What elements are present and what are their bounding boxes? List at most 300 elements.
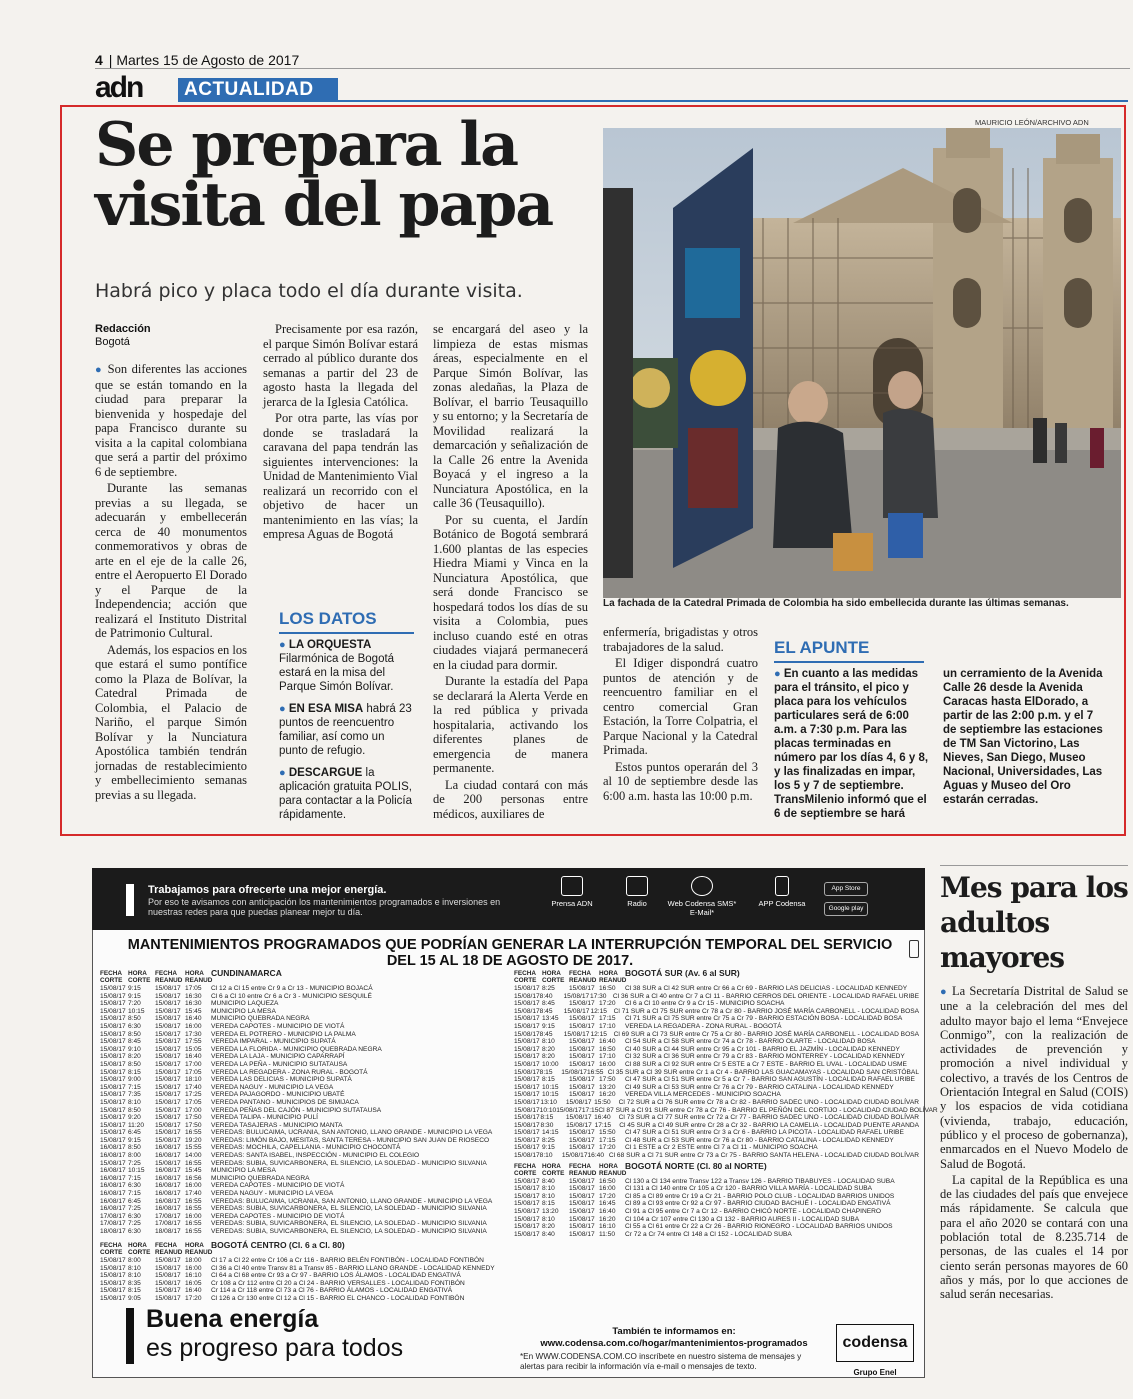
table-cell: MUNICIPIO LA MESA	[211, 1167, 276, 1175]
table-cell: 8:10	[542, 1192, 555, 1200]
table-cell: 15/08/17	[100, 1068, 126, 1076]
table-row	[100, 1099, 505, 1107]
table-cell: 16:40	[587, 1152, 605, 1160]
table-cell: 16/08/17	[100, 1152, 126, 1160]
table-cell: 15/08/17	[100, 1083, 126, 1091]
table-row	[100, 1000, 505, 1008]
table-cell: 7:25	[128, 1205, 141, 1213]
table-cell: 8:10	[128, 1098, 141, 1106]
table-cell: 15/08/17	[569, 1053, 595, 1061]
table-row	[100, 1287, 505, 1295]
table-row	[100, 1122, 505, 1130]
table-row	[514, 1091, 919, 1099]
table-cell: 16/08/17	[155, 1174, 181, 1182]
bullet-icon: ●	[95, 364, 104, 376]
table-bogota-centro	[100, 1242, 505, 1312]
table-header: FECHA CORTE HORA CORTE FECHA REANUD HORA REANUD BOGOTÁ NORTE (Cl. 80 al NORTE)	[514, 1163, 919, 1177]
article-headline: Se prepara la visita del papa	[95, 110, 553, 240]
table-cell: 16:50	[599, 1045, 616, 1053]
table-cell: Cl 12 a Cl 15 entre Cr 9 a Cr 13 - MUNICIPIO BOJACÁ	[211, 985, 373, 992]
article-deck: Habrá pico y placa todo el día durante visita.	[95, 280, 523, 302]
table-cell: Cl 69 SUR a Cl 73 SUR entre Cr 75 a Cr 80 - BARRIO JOSÉ MARÍA CARBONELL - LOCALIDAD BOSA	[613, 1030, 920, 1038]
enel-label: Grupo Enel	[853, 1368, 897, 1377]
apunte-text: ● En cuanto a las medidas para el tránsito, el pico y placa para los vehículos particulares será de 6:00 a.m. a 7:30 p.m. Para las placas terminadas en número par los días 4, 6 y 8, y las finalizadas en impar, los 5 y 7 de septiembre. TransMilenio informó que el 6 de septiembre se hará	[774, 668, 929, 820]
table-cell: 12:15	[590, 1030, 607, 1038]
table-cell: VEREDAS: SUBIA, SUVICARBONERA, EL SILENCIO, LA SOLEDAD - MUNICIPIO SILVANIA	[211, 1159, 487, 1167]
table-cell: 16:40	[594, 1114, 611, 1122]
table-row	[100, 1008, 505, 1016]
table-cell: 17/08/17	[155, 1212, 181, 1220]
table-cell: 8:10	[542, 1215, 555, 1223]
table-cell: 13:45	[542, 1015, 559, 1023]
ad-title: MANTENIMIENTOS PROGRAMADOS QUE PODRÍAN GENERAR LA INTERRUPCIÓN TEMPORAL DEL SERVICIO DEL 15 AL 18 DE AGOSTO DE 2017.	[127, 937, 893, 969]
table-cell: 13:10	[540, 1098, 557, 1106]
table-cell: 8:45	[539, 1007, 553, 1015]
table-cell: VEREDA LAS DELICIAS - MUNICIPIO SUPATÁ	[211, 1076, 352, 1084]
table-row	[100, 1160, 505, 1168]
table-cell: 15/08/17	[561, 1068, 587, 1076]
table-row	[100, 1257, 505, 1265]
table-row	[514, 1106, 938, 1115]
table-cell: 8:10	[128, 1272, 141, 1280]
ad-band-subtitle: Por eso te avisamos con anticipación los mantenimientos programados e inversiones en nuestras redes para que puedas planear mejor tu día.	[148, 897, 501, 917]
table-cell: 15/08/17	[514, 1223, 540, 1231]
table-cell: 16:40	[185, 1053, 202, 1061]
table-cell: 16:55	[185, 1205, 202, 1213]
top-rule	[95, 68, 1130, 69]
table-cell: 15/08/17	[569, 1038, 595, 1046]
table-cell: 15/08/17	[514, 1185, 540, 1193]
table-cell: Cl 91 a Cl 95 entre Cr 7 a Cr 12 - BARRIO CHICÓ NORTE - LOCALIDAD CHAPINERO	[625, 1208, 882, 1216]
table-cell: 15/08/17	[155, 1114, 181, 1122]
table-cell: Cl 55 a Cl 61 entre Cr 22 a Cr 26 - BARRIO RIONEGRO - LOCALIDAD BARRIOS UNIDOS	[625, 1223, 893, 1231]
table-row	[100, 1167, 505, 1175]
table-cell: 15/08/17	[569, 1015, 595, 1023]
table-cell: 8:50	[128, 1144, 141, 1152]
table-cell: 16:55	[185, 1159, 202, 1167]
table-row	[514, 993, 919, 1001]
table-row	[514, 1216, 919, 1224]
table-cell: 15/08/17	[514, 1192, 540, 1200]
table-row	[514, 1099, 919, 1107]
table-cell: 17:40	[185, 1083, 202, 1091]
table-cell: 16:40	[599, 1208, 616, 1216]
table-cell: 15/08/17	[155, 1106, 181, 1114]
table-cell: VEREDAS: SUBIA, SUVICARBONERA, EL SILENCIO, LA SOLEDAD - MUNICIPIO SILVANIA	[211, 1220, 487, 1228]
table-cell: 15/08/17	[100, 1076, 126, 1084]
table-row	[100, 1129, 505, 1137]
table-cell: 14:00	[185, 1152, 202, 1160]
table-cell: Cl 45 SUR a Cl 49 SUR entre Cr 28 a Cr 32 - BARRIO LA CAMELIA - LOCALIDAD PUENTE ARANDA	[619, 1121, 919, 1129]
table-cell: 18/08/17	[100, 1228, 126, 1235]
table-cell: Cr 72 a Cr 74 entre Cl 148 a Cl 152 - LOCALIDAD SUBA	[625, 1230, 792, 1238]
table-cell: 9:00	[128, 1076, 141, 1084]
table-cell: 8:10	[539, 1152, 553, 1160]
table-cell: 9:05	[128, 1294, 141, 1302]
table-cell: 16:55	[586, 1068, 604, 1076]
table-cell: 15/08/17	[514, 1015, 540, 1023]
table-cell: 7:15	[128, 1174, 141, 1182]
table-cell: 15/08/17	[155, 1136, 181, 1144]
byline-name: Redacción	[95, 323, 151, 335]
table-row	[514, 1053, 919, 1061]
table-cell: 15/08/17	[569, 1185, 595, 1193]
table-row	[514, 1084, 919, 1092]
sidebar-headline: Mes para los adultos mayores	[940, 871, 1128, 974]
bullet-icon: ●	[279, 639, 286, 651]
paragraph: Por otra parte, las vías por donde se trasladará la caravana del papa tendrán las siguientes intervenciones: la Unidad de Mantenimiento Vial realizará un recorrido con el objetivo de hacer un mantenimiento en las vías; la empresa Aguas de Bogotá	[263, 411, 418, 541]
apunte-rule	[774, 661, 924, 663]
table-cell: 17:00	[185, 1060, 202, 1068]
table-cell: 15/08/17	[569, 1200, 595, 1208]
table-cell: 8:40	[539, 992, 553, 1000]
table-cell: 15/08/17	[100, 1091, 126, 1099]
app-store-badge[interactable]: App Store	[824, 882, 868, 896]
table-cell: 7:15	[128, 1190, 141, 1198]
table-cell: 16/08/17	[155, 1152, 181, 1160]
table-cell: 16:00	[185, 1264, 202, 1272]
table-cell: 8:30	[540, 1121, 554, 1129]
paragraph: ● Son diferentes las acciones que se están tomando en la ciudad para preparar la bienvenida y hospedaje del papa Francisco durante su visita a la capital colombiana que será a partir del próximo 6 de septiembre.	[95, 362, 247, 479]
table-body	[514, 1178, 919, 1239]
table-row	[514, 1023, 919, 1031]
table-row	[514, 1231, 919, 1239]
table-cell: 15/08/17	[155, 1053, 181, 1061]
datos-item: ● LA ORQUESTA Filarmónica de Bogotá estará en la misa del Parque Simón Bolívar.	[279, 639, 395, 693]
bullet-icon: ●	[279, 767, 286, 779]
table-cell: 8:00	[128, 1152, 141, 1160]
table-cell: 8:15	[128, 1068, 141, 1076]
table-cell: 15/08/17	[569, 1208, 595, 1216]
paragraph: enfermería, brigadistas y otros trabajadores de la salud.	[603, 625, 758, 654]
section-rule	[338, 100, 1128, 102]
table-cell: 8:50	[128, 1015, 141, 1023]
table-cell: 17:20	[599, 1000, 616, 1008]
table-cell: 15/08/17	[100, 1030, 126, 1038]
table-cell: 9:15	[128, 992, 141, 1000]
phone-icon	[775, 876, 789, 896]
table-cell: 8:45	[128, 1038, 141, 1046]
table-row	[514, 1152, 919, 1160]
table-bogota-sur-norte	[514, 968, 938, 1305]
tagline-bar	[126, 1308, 134, 1364]
table-cell: Cl 71 SUR a Cl 75 SUR entre Cr 78 a Cr 80 - BARRIO JOSÉ MARÍA CARBONELL - LOCALIDAD BOSA	[613, 1007, 920, 1015]
table-row	[100, 1205, 505, 1213]
table-cell: 15/08/17	[155, 1007, 181, 1015]
table-cell: 15/08/17	[569, 1083, 595, 1091]
table-cell: 10:00	[542, 1060, 559, 1068]
table-cell: 15/08/17	[100, 1000, 126, 1008]
table-cell: 16:00	[599, 1060, 616, 1068]
table-cell: 16/08/17	[155, 1205, 181, 1213]
table-cell: VEREDA NAGUY - MUNICIPIO LA VEGA	[211, 1083, 334, 1091]
table-row	[514, 1038, 919, 1046]
table-row	[514, 985, 919, 993]
table-cell: VEREDA IMPARAL - MUNICIPIO SUPATÁ	[211, 1038, 336, 1046]
table-cell: 7:20	[128, 1000, 141, 1008]
table-cell: Cl 40 SUR a Cl 44 SUR entre Cr 95 a Cr 101 - BARRIO EL JAZMÍN - LOCALIDAD KENNEDY	[625, 1045, 900, 1053]
table-cell: 15/08/17	[561, 1152, 588, 1160]
table-cell: 15/08/17	[569, 1045, 595, 1053]
table-cell: 15/08/17	[514, 1007, 540, 1015]
table-cell: 16/08/17	[100, 1174, 126, 1182]
google-play-badge[interactable]: Google play	[824, 902, 868, 916]
table-cell: 15/08/17	[569, 1060, 595, 1068]
table-cell: Cl 64 a Cl 68 entre Cr 93 a Cr 97 - BARRIO LOS ÁLAMOS - LOCALIDAD ENGATIVÁ	[211, 1272, 461, 1280]
table-cell: 15:50	[594, 1098, 611, 1106]
table-cell: Cl 35 SUR a Cl 39 SUR entre Cr 1 a Cr 4 - BARRIO LAS GUACAMAYAS - LOCALIDAD SAN CRISTÓBAL	[607, 1068, 919, 1076]
table-cell: 15/08/17	[514, 1083, 540, 1091]
table-cell: 16:55	[185, 1220, 202, 1228]
table-cell: 9:20	[128, 1114, 141, 1122]
table-cell: VEREDAS: MOCHILA, CAPELLANIA - MUNICIPIO CHOCONTÁ	[211, 1144, 401, 1152]
table-cell: Cl 87 SUR a Cl 91 SUR entre Cr 78 a Cr 76 - BARRIO EL PEÑÓN DEL CORTIJO - LOCALIDAD CIUDAD BOLÍVAR	[598, 1106, 938, 1114]
table-cell: 16/08/17	[155, 1197, 181, 1205]
table-cell: 15/08/17	[514, 985, 540, 992]
table-cell: 15/08/17	[155, 1022, 181, 1030]
table-cell: 15/08/17	[155, 1038, 181, 1046]
table-cell: Cl 54 SUR a Cl 58 SUR entre Cr 74 a Cr 78 - BARRIO OLARTE - LOCALIDAD BOSA	[625, 1038, 876, 1046]
table-cell: 15/08/17	[155, 992, 181, 1000]
table-cell: 17/08/17	[100, 1212, 126, 1220]
table-cell: 15/08/17	[565, 1098, 592, 1106]
table-cell: VEREDA EL POTRERO - MUNICIPIO LA PALMA	[211, 1030, 356, 1038]
table-cell: 13:20	[542, 1208, 559, 1216]
table-cell: 15/08/17	[569, 1000, 595, 1008]
table-cell: 17:20	[599, 1192, 616, 1200]
table-cell: 17:40	[185, 1190, 202, 1198]
ad-band-title: Trabajamos para ofrecerte una mejor energía.	[148, 884, 387, 896]
table-cell: 15/08/17	[514, 1098, 540, 1106]
table-cell: 17/08/17	[100, 1220, 126, 1228]
table-row	[514, 1137, 919, 1145]
table-cell: 15/08/17	[569, 1076, 595, 1084]
table-cell: Cl 36 SUR a Cl 40 entre Cr 7 a Cl 11 - BARRIO CERROS DEL ORIENTE - LOCALIDAD RAFAEL URIBE	[612, 992, 919, 1000]
region-title: BOGOTÁ NORTE (Cl. 80 al NORTE)	[625, 1160, 767, 1171]
table-cell: 17:15	[599, 1015, 616, 1023]
table-cell: Cl 47 SUR a Cl 51 SUR entre Cr 5 a Cr 7 - BARRIO SAN AGUSTÍN - LOCALIDAD RAFAEL URIBE	[625, 1076, 915, 1084]
ad-bar-icon	[126, 884, 134, 916]
table-cell: 16:40	[185, 1287, 202, 1295]
table-cell: MUNICIPIO QUEBRADA NEGRA	[211, 1015, 310, 1023]
table-cell: 15/08/17	[569, 1136, 595, 1144]
table-row	[100, 1213, 505, 1221]
table-cell: Cl 130 a Cl 134 entre Transv 122 a Transv 126 - BARRIO TIBABUYES - LOCALIDAD SUBA	[625, 1177, 895, 1185]
table-cell: VEREDAS: LIMÓN BAJO, MESITAS, SANTA TERESA - MUNICIPIO SAN JUAN DE RIOSECO	[211, 1136, 490, 1144]
table-cell: Cl 17 a Cl 22 entre Cr 106 a Cr 116 - BARRIO BELÉN FONTIBÓN - LOCALIDAD FONTIBÓN	[211, 1257, 484, 1264]
table-cell: 15:45	[185, 1167, 202, 1175]
sidebar-rule	[940, 865, 1128, 866]
folio: 4 | Martes 15 de Agosto de 2017	[95, 52, 300, 68]
table-row	[514, 1069, 919, 1077]
table-row	[100, 1144, 505, 1152]
table-cell: 17:30	[185, 1030, 202, 1038]
table-cell: 15:45	[185, 1007, 202, 1015]
table-cell: 15/08/17	[514, 1136, 540, 1144]
table-cell: Cr 108 a Cr 112 entre Cl 20 a Cl 24 - BARRIO VERSALLES - LOCALIDAD FONTIBÓN	[211, 1279, 465, 1287]
table-cell: MUNICIPIO LAQUEZA	[211, 1000, 279, 1008]
table-cell: VEREDA LA LAJA - MUNICIPIO CAPARRAPÍ	[211, 1053, 345, 1061]
table-cell: 16:05	[185, 1279, 202, 1287]
table-cell: 14:15	[542, 1129, 559, 1137]
table-cell: 15/08/17	[100, 1129, 126, 1137]
table-row	[100, 1053, 505, 1061]
table-cell: 6:30	[128, 1212, 141, 1220]
page-number: 4	[95, 52, 103, 68]
table-row	[100, 1228, 505, 1236]
table-cell: 16:00	[185, 1022, 202, 1030]
table-row	[514, 1185, 919, 1193]
table-cell: 18/08/17	[155, 1228, 181, 1235]
table-cell: 15/08/17	[514, 1053, 540, 1061]
table-cell: Cl 49 SUR a Cl 53 SUR entre Cr 76 a Cr 79 - BARRIO CATALINA - LOCALIDAD KENNEDY	[625, 1083, 894, 1091]
table-cell: 15/08/17	[569, 1022, 595, 1030]
table-cell: 17:25	[185, 1091, 202, 1099]
table-cell: 16/08/17	[155, 1167, 181, 1175]
table-cell: 8:45	[542, 1000, 555, 1008]
table-cell: 16/08/17	[100, 1197, 126, 1205]
apunte-text-continued: un cerramiento de la Avenida Calle 26 desde la Avenida Caracas hasta ElDorado, a partir de las 2:00 p.m. y el 7 de septiembre las estaciones de TM San Victorino, Las Nieves, San Diego, Museo Nacional, Universidades, Las Aguas y Museo del Oro estarán cerradas.	[943, 668, 1103, 806]
table-cell: 10:15	[128, 1167, 145, 1175]
table-cell: 15/08/17	[100, 1038, 126, 1046]
table-cell: 15/08/17	[514, 1114, 540, 1122]
table-cell: 17:10	[599, 1022, 616, 1030]
table-row	[100, 1220, 505, 1228]
table-cell: 9:15	[128, 985, 141, 992]
table-row	[514, 1076, 919, 1084]
ad-info-link[interactable]: También te informamos en: www.codensa.com.co/hogar/mantenimientos-programados	[540, 1326, 808, 1349]
region-title: CUNDINAMARCA	[211, 968, 282, 978]
table-cell: 8:25	[542, 985, 555, 992]
table-cell: 15/08/17	[569, 1230, 595, 1238]
table-row	[100, 1061, 505, 1069]
table-header: FECHA CORTE HORA CORTE FECHA REANUD HORA REANUD BOGOTÁ SUR (Av. 6 al SUR)	[514, 970, 919, 984]
byline-place: Bogotá	[95, 336, 130, 348]
table-cell: 9:15	[128, 1136, 141, 1144]
table-cell: 15/08/17	[100, 1045, 126, 1053]
table-cell: 15/08/17	[155, 1045, 181, 1053]
channel-web: Web Codensa SMS* E-Mail*	[667, 876, 737, 917]
table-cell: 17:15	[581, 1106, 599, 1114]
table-cell: 16:45	[599, 1200, 616, 1208]
table-row	[100, 1107, 505, 1115]
table-cell: 15/08/17	[514, 1129, 540, 1137]
table-cell: 8:15	[542, 1076, 555, 1084]
table-cell: 17:05	[185, 985, 202, 992]
table-cell: 7:35	[128, 1091, 141, 1099]
table-cell: VEREDA LA PEÑA - MUNICIPIO SUTATAUSA	[211, 1060, 348, 1068]
table-cell: 15/08/17	[155, 1098, 181, 1106]
table-cell: 15/08/17	[100, 1264, 126, 1272]
bullet-icon: ●	[774, 668, 781, 680]
table-cell: 15/08/17	[514, 1076, 540, 1084]
tagline-sub: es progreso para todos	[146, 1334, 404, 1362]
table-cell: 15:05	[185, 1045, 202, 1053]
table-cell: 15/08/17	[563, 992, 590, 1000]
table-cell: 8:50	[128, 1060, 141, 1068]
table-row	[514, 1200, 919, 1208]
byline	[95, 323, 151, 349]
radio-icon	[626, 876, 648, 896]
article-column-4	[603, 625, 758, 805]
table-cell: 16:20	[599, 1091, 616, 1099]
table-row	[514, 1061, 919, 1069]
table-row	[100, 1015, 505, 1023]
adn-logo: adn	[95, 71, 143, 104]
table-cell: Cl 36 a Cl 40 entre Transv 81 a Transv 85 - BARRIO LLANO GRANDE - LOCALIDAD KENNEDY	[211, 1264, 495, 1272]
table-cell: 8:20	[542, 1045, 555, 1053]
table-cell: 18:00	[185, 1257, 202, 1264]
table-cell: 15/08/17	[155, 1091, 181, 1099]
table-cell: 6:30	[128, 1022, 141, 1030]
table-cell: 16:20	[599, 1215, 616, 1223]
table-cell: 15/08/17	[569, 1129, 595, 1137]
bullet-icon: ●	[940, 986, 948, 998]
table-cell: 17/08/17	[155, 1220, 181, 1228]
table-cell: 11:50	[599, 1230, 616, 1238]
table-cell: 15/08/17	[100, 1257, 126, 1264]
table-cell: 15/08/17	[155, 1159, 181, 1167]
table-cell: VEREDA LA FLORIDA - MUNICIPIO QUEBRADA NEGRA	[211, 1045, 382, 1053]
cathedral-photo-illustration	[603, 128, 1121, 598]
table-cell: Cl 47 SUR a Cl 51 SUR entre Cr 3 a Cr 6 - BARRIO LA PICOTA - LOCALIDAD RAFAEL URIBE	[625, 1129, 904, 1137]
codensa-logo: codensa	[836, 1324, 914, 1362]
table-row	[514, 1031, 919, 1039]
table-cell: 16/08/17	[155, 1144, 181, 1152]
table-cell: 17:15	[594, 1121, 612, 1129]
table-cell: 15/08/17	[563, 1030, 590, 1038]
table-cell: 15/08/17	[514, 1060, 540, 1068]
table-row	[100, 993, 505, 1001]
table-cell: 15/08/17	[569, 1223, 595, 1231]
table-cell: 15/08/17	[569, 985, 595, 992]
table-cell: 15/08/17	[514, 1106, 540, 1114]
paragraph: se encargará del aseo y la limpieza de estas mismas áreas, especialmente en el Parque Simón Bolívar, las zonas aledañas, la Plaza de Bolívar, el barrio Teusaquillo y su entorno; y la Secretaría de Movilidad realizará la demarcación y señalización de la Calle 26 entre la Avenida Boyacá y el ingreso a la Nunciatura Apostólica, en la calle 36 (Teusaquillo).	[433, 322, 588, 510]
table-cell: 15/08/17	[514, 1038, 540, 1046]
tagline-main: Buena energía	[146, 1305, 319, 1333]
table-cell: VEREDAS: BULUCAIMA, UCRANIA, SAN ANTONIO, LLANO GRANDE - MUNICIPIO LA VEGA	[211, 1197, 493, 1205]
table-row	[100, 1182, 505, 1190]
table-cell: VEREDA TASAJERAS - MUNICIPIO MANTA	[211, 1121, 343, 1129]
cathedral-photo	[603, 128, 1121, 598]
table-cell: Cl 6 a Cl 10 entre Cr 9 a Cr 15 - MUNICIPIO SOACHA	[625, 1000, 785, 1008]
table-cell: 8:15	[539, 1068, 553, 1076]
table-cell: 15/08/17	[155, 1060, 181, 1068]
table-cell: 17:50	[185, 1121, 202, 1129]
table-cell: VEREDA CAPOTES - MUNICIPIO DE VIOTÁ	[211, 1022, 345, 1030]
table-cell: Cl 85 a Cl 89 entre Cr 19 a Cr 21 - BARRIO POLO CLUB - LOCALIDAD BARRIOS UNIDOS	[625, 1192, 895, 1200]
table-row	[514, 1000, 919, 1008]
table-cell: 8:50	[128, 1106, 141, 1114]
table-header: FECHA CORTE HORA CORTE FECHA REANUD HORA REANUD BOGOTÁ CENTRO (Cl. 6 a Cl. 80)	[100, 1242, 505, 1256]
table-cell: 16:56	[185, 1174, 202, 1182]
table-cell: 17:50	[599, 1076, 616, 1084]
table-cell: 10:15	[542, 1091, 559, 1099]
table-cell: Cl 88 SUR a Cl 92 SUR entre Cr 5 ESTE a Cr 7 ESTE - BARRIO EL UVAL - LOCALIDAD USME	[625, 1060, 907, 1068]
table-cell: Cl 89 a Cl 93 entre Cr 92 a Cr 97 - BARRIO CIUDAD BACHUÉ I - LOCALIDAD ENGATIVÁ	[625, 1200, 891, 1208]
table-cell: 16:55	[185, 1197, 202, 1205]
table-cell: Cr 114 a Cr 118 entre Cl 73 a Cl 76 - BARRIO ÁLAMOS - LOCALIDAD ENGATIVÁ	[211, 1287, 453, 1295]
table-cell: 15/08/17	[155, 1015, 181, 1023]
newspaper-icon	[561, 876, 583, 896]
table-cell: 15/08/17	[155, 1030, 181, 1038]
table-row	[514, 1046, 919, 1054]
table-cell: VEREDA NAGUY - MUNICIPIO LA VEGA	[211, 1190, 334, 1198]
table-cell: 15/08/17	[155, 1257, 181, 1264]
table-cell: Cl 48 SUR a Cl 53 SUR entre Cr 76 a Cr 80 - BARRIO CATALINA - LOCALIDAD KENNEDY	[625, 1136, 894, 1144]
table-cell: 10:10	[539, 1106, 557, 1114]
table-cell: 17:05	[185, 1098, 202, 1106]
